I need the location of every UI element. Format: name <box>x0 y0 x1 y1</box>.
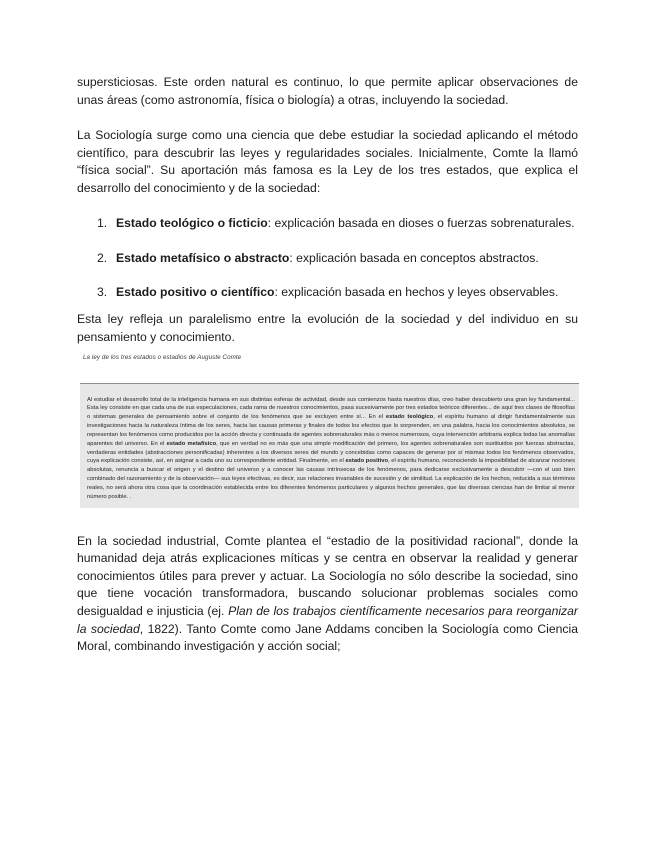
quote-term-theological: estado teológico <box>385 414 434 421</box>
list-item-number: 3. <box>97 284 108 299</box>
quote-text-segment: , el espíritu humano al dirigir fundamentalmente sus investigaciones hacia la naturaleza íntima de los seres, hacia las causas primeras y finales de todos los efectos que lo sorprenden, en una palabra, hacia los conocimientos absolutos, se representan los fenómenos como producidos por la acción directa y continuada de agentes sobrenaturales más o menos numerosos, cuya intervención arbitraria explica todas las anomalías aparentes del universo. En el <box>87 414 575 447</box>
quote-term-positive: estado positivo <box>345 458 388 465</box>
quote-text <box>87 396 575 502</box>
three-stages-list <box>77 215 578 302</box>
comte-quote-box <box>80 383 579 508</box>
paragraph-text-segment: , 1822). Tanto Comte como Jane Addams conciben la Sociología como Ciencia Moral, combinando investigación y acción social; <box>77 621 578 654</box>
quote-term-metaphysical: estado metafísico <box>166 440 217 447</box>
paragraph-parallelism: Esta ley refleja un paralelismo entre la evolución de la sociedad y del individuo en su pensamiento y conocimiento. <box>77 312 578 344</box>
list-item-term: Estado teológico o ficticio <box>116 215 268 230</box>
list-item <box>77 215 578 233</box>
list-item-term: Estado positivo o científico <box>116 284 275 299</box>
paragraph-natural-order: supersticiosas. Este orden natural es continuo, lo que permite aplicar observaciones de unas áreas (como astronomía, física o biología) a otras, incluyendo la sociedad. <box>77 75 578 107</box>
list-item-description: : explicación basada en conceptos abstractos. <box>289 251 539 266</box>
list-item-number: 2. <box>97 251 108 266</box>
document-page <box>77 74 578 656</box>
quote-text-segment: , el espíritu humano, reconociendo la imposibilidad de alcanzar nociones absolutas, renuncia a buscar el origen y el destino del universo y a conocer las causas intrínsecas de los fenómenos, para dedicarse exclusivamente a descubrir —con el uso bien combinado del razonamiento y de la observación— sus leyes efectivas, es decir, sus relaciones invariables de sucesión y de similitud. La explicación de los hechos, reducida a sus términos reales, no será ahora otra cosa que la coordinación establecida entre los diferentes fenómenos particulares y algunos hechos generales, que las diversas ciencias han de limitar al menor número posible. . <box>87 458 575 500</box>
quote-caption: La ley de los tres estados o estadios de Auguste Comte <box>83 353 242 361</box>
paragraph-industrial-society <box>77 533 578 656</box>
paragraph-text-segment: En la sociedad industrial, Comte plantea el “estadio de la positividad racional”, donde la humanidad deja atrás explicaciones míticas y se centra en observar la realidad y generar conocimientos útiles para prever y actuar. La Sociología no sólo describe la sociedad, sino que tiene vocación transformadora, buscando solucionar problemas sociales como desigualdad e injusticia (ej. <box>77 533 578 619</box>
list-item <box>77 284 578 302</box>
work-title: Plan de los trabajos científicamente necesarios para reorganizar la sociedad <box>77 604 578 636</box>
list-item-description: : explicación basada en dioses o fuerzas sobrenaturales. <box>267 215 575 230</box>
list-item <box>77 250 578 268</box>
quote-text-segment: Al estudiar el desarrollo total de la inteligencia humana en sus distintas esferas de actividad, desde sus comienzos hasta nuestros días, creo haber descubierto una gran ley fundamental... Esta ley consiste en que cada una de sus especulaciones, cada rama de nuestros conocimientos, pasa sucesivamente por tres estados teóricos diferentes... de aquí tres clases de filosofías o sistemas generales de pensamiento sobre el conjunto de los fenómenos que se excluyen entre sí... En el <box>87 396 575 421</box>
paragraph-sociology-origin: La Sociología surge como una ciencia que debe estudiar la sociedad aplicando el método científico, para descubrir las leyes y regularidades sociales. Inicialmente, Comte la llamó “física social”. Su aportación más famosa es la Ley de los tres estados, que explica el desarrollo del conocimiento y de la sociedad: <box>77 128 578 195</box>
list-item-description: : explicación basada en hechos y leyes observables. <box>274 284 559 299</box>
list-item-number: 1. <box>97 215 108 230</box>
list-item-term: Estado metafísico o abstracto <box>116 251 290 266</box>
quote-text-segment: , que en verdad no es más que una simple modificación del primero, los agentes sobrenaturales son sustituidos por fuerzas abstractas, verdaderas entidades (abstracciones personificadas) inherentes a los diversos seres del mundo y concebidas como capaces de generar por sí mismas todos los fenómenos observados, cuya explicación consiste, así, en asignar a cada uno su correspondiente entidad. Finalmente, en el <box>87 440 575 465</box>
